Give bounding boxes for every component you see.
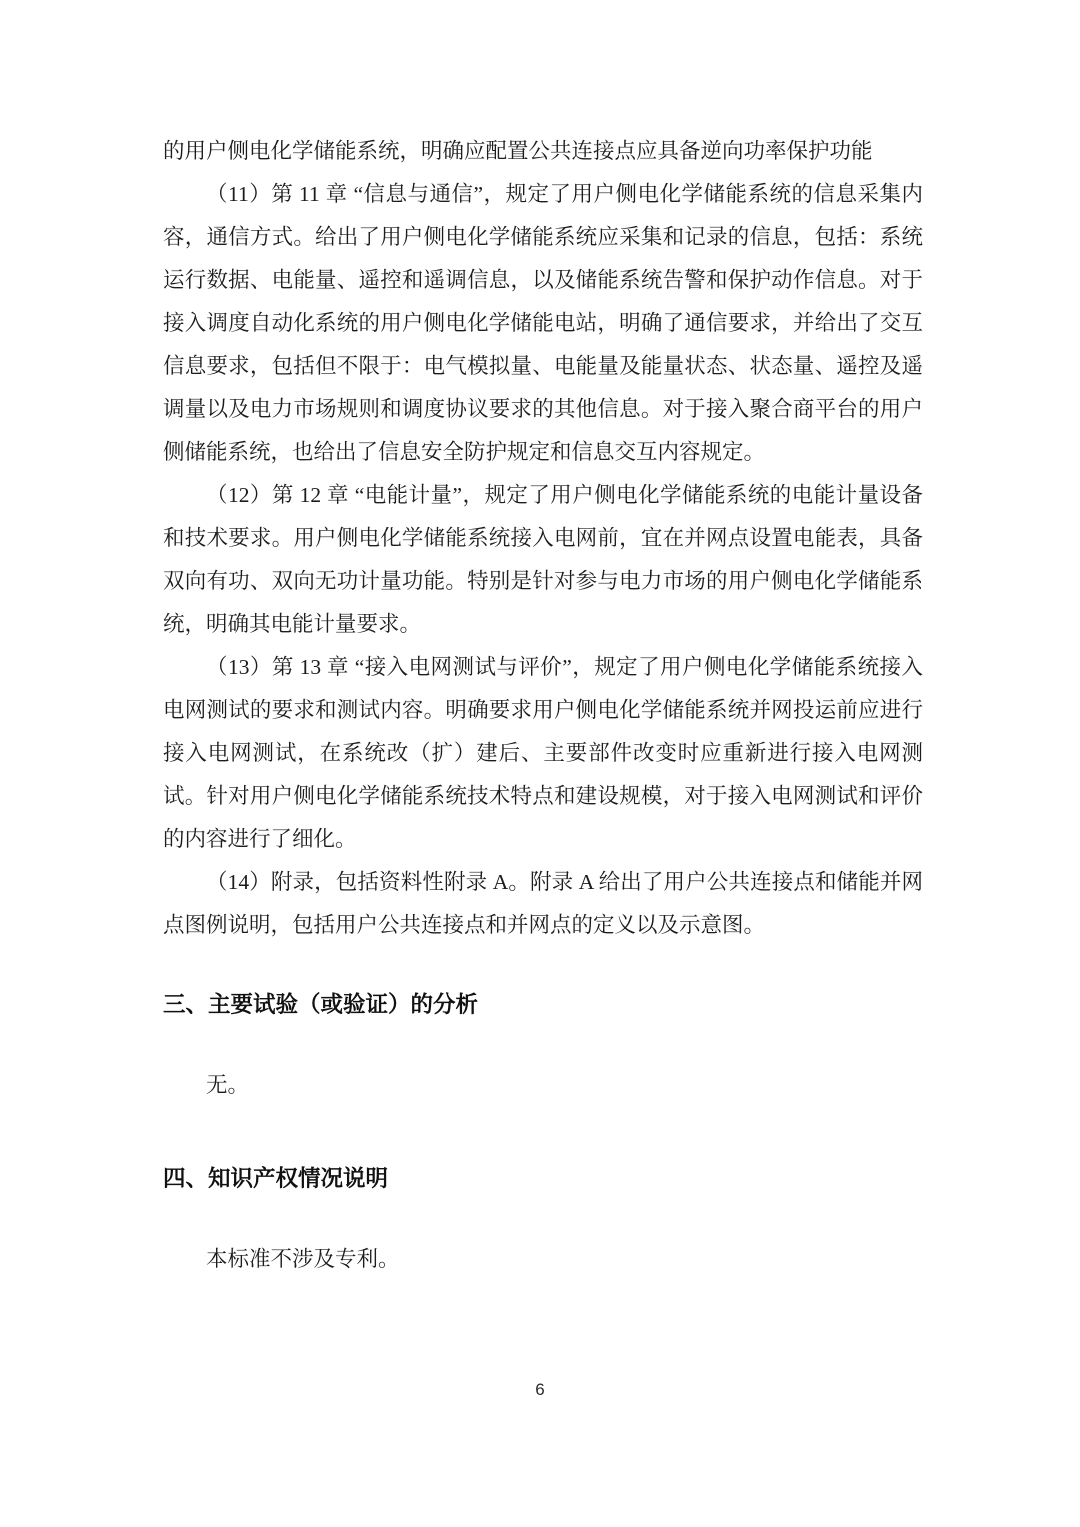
section-ip-statement-body: 本标准不涉及专利。: [206, 1247, 400, 1271]
section-heading-tests-analysis: 三、主要试验（或验证）的分析: [163, 992, 479, 1017]
paragraph-item-12: （12）第 12 章 “电能计量”，规定了用户侧电化学储能系统的电能计量设备和技术要求。用户侧电化学储能系统接入电网前，宜在并网点设置电能表，具备双向有功、双向无功计量功能。特别是针对参与电力市场的用户侧电化学储能系统，明确其电能计量要求。: [163, 483, 923, 636]
paragraph-continuation: 的用户侧电化学储能系统，明确应配置公共连接点应具备逆向功率保护功能: [163, 139, 873, 163]
paragraph-item-11: （11）第 11 章 “信息与通信”，规定了用户侧电化学储能系统的信息采集内容，通信方式。给出了用户侧电化学储能系统应采集和记录的信息，包括：系统运行数据、电能量、遥控和遥调信息，以及储能系统告警和保护动作信息。对于接入调度自动化系统的用户侧电化学储能电站，明确了通信要求，并给出了交互信息要求，包括但不限于：电气模拟量、电能量及能量状态、状态量、遥控及遥调量以及电力市场规则和调度协议要求的其他信息。对于接入聚合商平台的用户侧储能系统，也给出了信息安全防护规定和信息交互内容规定。: [163, 182, 923, 464]
paragraph-item-14: （14）附录，包括资料性附录 A。附录 A 给出了用户公共连接点和储能并网点图例说明，包括用户公共连接点和并网点的定义以及示意图。: [163, 870, 923, 937]
section-tests-analysis-body: 无。: [206, 1073, 250, 1097]
document-body: [163, 130, 923, 1281]
paragraph-item-13: （13）第 13 章 “接入电网测试与评价”，规定了用户侧电化学储能系统接入电网测试的要求和测试内容。明确要求用户侧电化学储能系统并网投运前应进行接入电网测试，在系统改（扩）建后、主要部件改变时应重新进行接入电网测试。针对用户侧电化学储能系统技术特点和建设规模，对于接入电网测试和评价的内容进行了细化。: [163, 655, 923, 851]
section-heading-ip-statement: 四、知识产权情况说明: [163, 1166, 389, 1191]
page-number: 6: [535, 1380, 545, 1399]
